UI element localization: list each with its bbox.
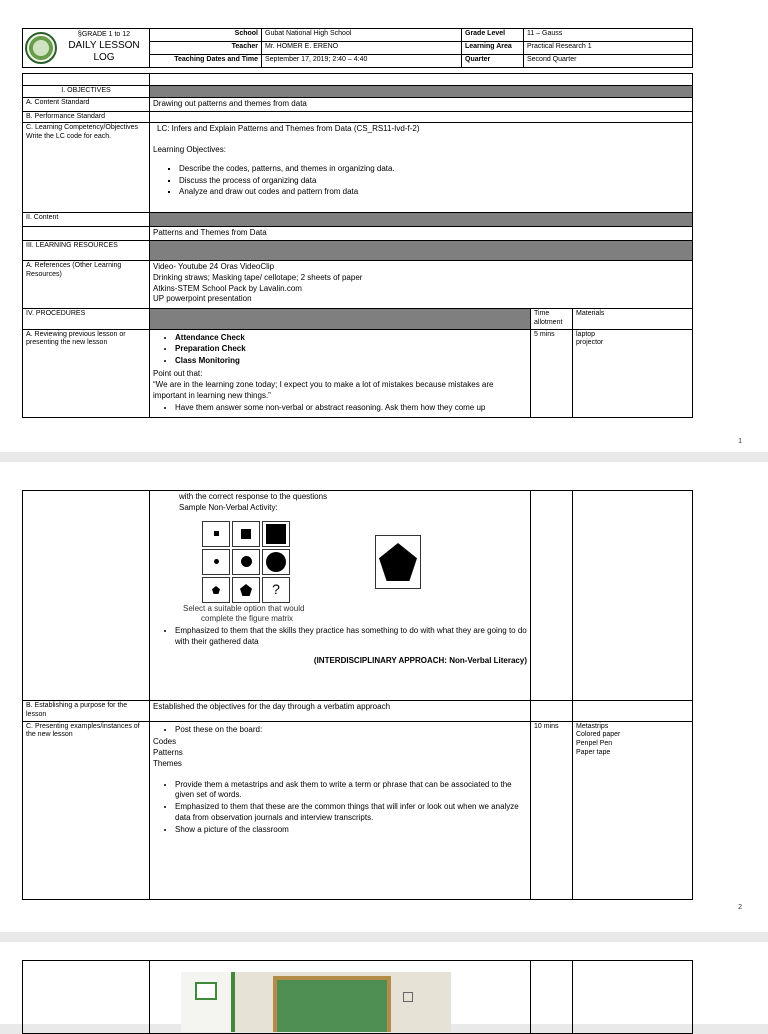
medium-circle-icon bbox=[232, 549, 260, 575]
competency-cell bbox=[150, 123, 693, 213]
activity-list bbox=[175, 780, 527, 836]
grade-level-value: 11 – Gauss bbox=[524, 29, 693, 42]
small-circle-icon bbox=[202, 549, 230, 575]
quarter-value: Second Quarter bbox=[524, 54, 693, 67]
procedure-c-label: C. Presenting examples/instances of the new lesson bbox=[23, 721, 150, 899]
grade-range: §GRADE 1 to 12 bbox=[77, 31, 131, 38]
activity-item: • Show a picture of the classroom bbox=[175, 825, 527, 836]
material-item: Colored paper bbox=[576, 731, 621, 739]
materials-label: Materials bbox=[573, 309, 693, 330]
quote-text: “We are in the learning zone today; I expect you to make a lot of mistakes because mistakes are important in learning new things.” bbox=[153, 379, 494, 400]
medium-square-icon bbox=[232, 521, 260, 547]
small-square-icon bbox=[202, 521, 230, 547]
approach-note: (INTERDISCIPLINARY APPROACH: Non-Verbal Literacy) bbox=[313, 655, 527, 665]
learning-objectives-heading: Learning Objectives: bbox=[153, 145, 226, 155]
procedure-a-materials bbox=[573, 329, 693, 418]
reference-line: Drinking straws; Masking tape/ cellotape; 2 sheets of paper bbox=[153, 272, 363, 282]
time-allotment-label: Time allotment bbox=[531, 309, 573, 330]
procedure-c-time: 10 mins bbox=[531, 721, 573, 899]
reasoning-item: • Have them answer some non-verbal or abstract reasoning. Ask them how they come up bbox=[175, 403, 527, 414]
procedures-heading: IV. PROCEDURES bbox=[23, 309, 150, 330]
dates-label: Teaching Dates and Time bbox=[150, 54, 262, 67]
wall-fixture-image bbox=[403, 992, 413, 1002]
post-list bbox=[175, 725, 527, 736]
school-label: School bbox=[150, 29, 262, 42]
lesson-table-3 bbox=[22, 960, 693, 1034]
teacher-label: Teacher bbox=[150, 41, 262, 54]
competency-label: C. Learning Competency/Objectives Write the LC code for each. bbox=[23, 123, 150, 213]
learning-area-label: Learning Area bbox=[462, 41, 524, 54]
reference-line: Atkins-STEM School Pack by Lavalin.com bbox=[153, 283, 302, 293]
material-item: Metastrips bbox=[576, 722, 609, 730]
header-logo-cell bbox=[23, 29, 150, 68]
question-mark-box: ? bbox=[262, 577, 290, 603]
deped-seal-icon bbox=[25, 32, 57, 64]
classroom-picture bbox=[181, 972, 451, 1032]
procedure-a-label: A. Reviewing previous lesson or presenting the new lesson bbox=[23, 329, 150, 418]
procedure-a-cell bbox=[150, 329, 531, 418]
figure-caption: Select a suitable option that would bbox=[183, 603, 305, 613]
procedure-c-materials bbox=[573, 721, 693, 899]
medium-pentagon-icon bbox=[232, 577, 260, 603]
resources-heading: III. LEARNING RESOURCES bbox=[23, 241, 150, 261]
answer-option-box bbox=[375, 535, 421, 589]
procedure-b-value: Established the objectives for the day through a verbatim approach bbox=[150, 701, 531, 722]
procedure-b-label: B. Establishing a purpose for the lesson bbox=[23, 701, 150, 722]
large-square-icon bbox=[262, 521, 290, 547]
content-heading: II. Content bbox=[23, 213, 150, 227]
quarter-label: Quarter bbox=[462, 54, 524, 67]
lesson-table-1 bbox=[22, 73, 693, 418]
board-word: Patterns bbox=[153, 748, 183, 758]
learning-objective: ▪ Describe the codes, patterns, and themes in organizing data. bbox=[179, 164, 689, 175]
performance-standard-label: B. Performance Standard bbox=[23, 111, 150, 123]
check-item: • Class Monitoring bbox=[175, 356, 527, 367]
content-standard-label: A. Content Standard bbox=[23, 97, 150, 111]
lesson-table-2 bbox=[22, 490, 693, 900]
references-cell bbox=[150, 261, 693, 309]
board-word: Codes bbox=[153, 737, 177, 747]
reference-line: Video- Youtube 24 Oras VideoClip bbox=[153, 262, 275, 272]
activity-item: • Provide them a metastrips and ask them to write a term or phrase that can be associated to the given set of words. bbox=[175, 780, 527, 802]
procedure-c-cell bbox=[150, 721, 531, 899]
lc-code: LC: Infers and Explain Patterns and Themes from Data (CS_RS11-Ivd-f-2) bbox=[157, 124, 420, 134]
page-3 bbox=[0, 942, 768, 1024]
header-table bbox=[22, 28, 693, 68]
emphasis-list bbox=[175, 626, 527, 648]
large-circle-icon bbox=[262, 549, 290, 575]
material-item: projector bbox=[576, 339, 604, 347]
emphasis-item: • Emphasized to them that the skills they practice has something to do with what they are going to do with their gathered data bbox=[175, 626, 527, 648]
check-item: • Preparation Check bbox=[175, 344, 527, 355]
learning-objective: ▪ Discuss the process of organizing data bbox=[179, 176, 689, 187]
figure-matrix bbox=[201, 520, 527, 604]
procedure-a-time: 5 mins bbox=[531, 329, 573, 418]
board-word: Themes bbox=[153, 758, 182, 768]
check-item: • Attendance Check bbox=[175, 333, 527, 344]
continued-text: with the correct response to the questions bbox=[179, 492, 328, 501]
teacher-value: Mr. HOMER E. ERENO bbox=[262, 41, 462, 54]
document-title: DAILY LESSON LOG bbox=[68, 39, 140, 64]
large-pentagon-icon bbox=[379, 543, 417, 581]
page-2 bbox=[0, 462, 768, 932]
post-item: • Post these on the board: bbox=[175, 725, 527, 736]
reasoning-list bbox=[175, 403, 527, 414]
figure-caption: complete the figure matrix bbox=[201, 614, 294, 624]
school-value: Gubat National High School bbox=[262, 29, 462, 42]
material-item: laptop bbox=[576, 330, 596, 338]
activity-item: • Emphasized to them that these are the common things that will infer or look out when we analyze data from observation journals and interview transcripts. bbox=[175, 802, 527, 824]
small-pentagon-icon bbox=[202, 577, 230, 603]
references-label: A. References (Other Learning Resources) bbox=[23, 261, 150, 309]
material-item: Penpel Pen bbox=[576, 740, 613, 747]
reference-line: UP powerpoint presentation bbox=[153, 294, 252, 304]
matrix-grid bbox=[201, 520, 291, 604]
sample-heading: Sample Non-Verbal Activity: bbox=[179, 502, 278, 512]
material-item: Paper tape bbox=[576, 748, 611, 756]
classroom-picture-cell bbox=[150, 961, 531, 1034]
grade-level-label: Grade Level bbox=[462, 29, 524, 42]
page-1 bbox=[0, 0, 768, 452]
page-number: 1 bbox=[738, 438, 742, 445]
objectives-heading: I. OBJECTIVES bbox=[23, 86, 150, 98]
non-verbal-cell bbox=[150, 491, 531, 701]
door-image bbox=[181, 972, 235, 1032]
content-value: Patterns and Themes from Data bbox=[150, 227, 693, 241]
dates-value: September 17, 2019; 2:40 – 4:40 bbox=[262, 54, 462, 67]
content-standard-value: Drawing out patterns and themes from data bbox=[150, 97, 693, 111]
page-number: 2 bbox=[738, 904, 742, 911]
learning-objectives-list bbox=[179, 164, 689, 198]
point-out-text: Point out that: bbox=[153, 368, 203, 378]
learning-area-value: Practical Research 1 bbox=[524, 41, 693, 54]
learning-objective: ▪ Analyze and draw out codes and pattern from data bbox=[179, 187, 689, 198]
checks-list bbox=[175, 333, 527, 367]
